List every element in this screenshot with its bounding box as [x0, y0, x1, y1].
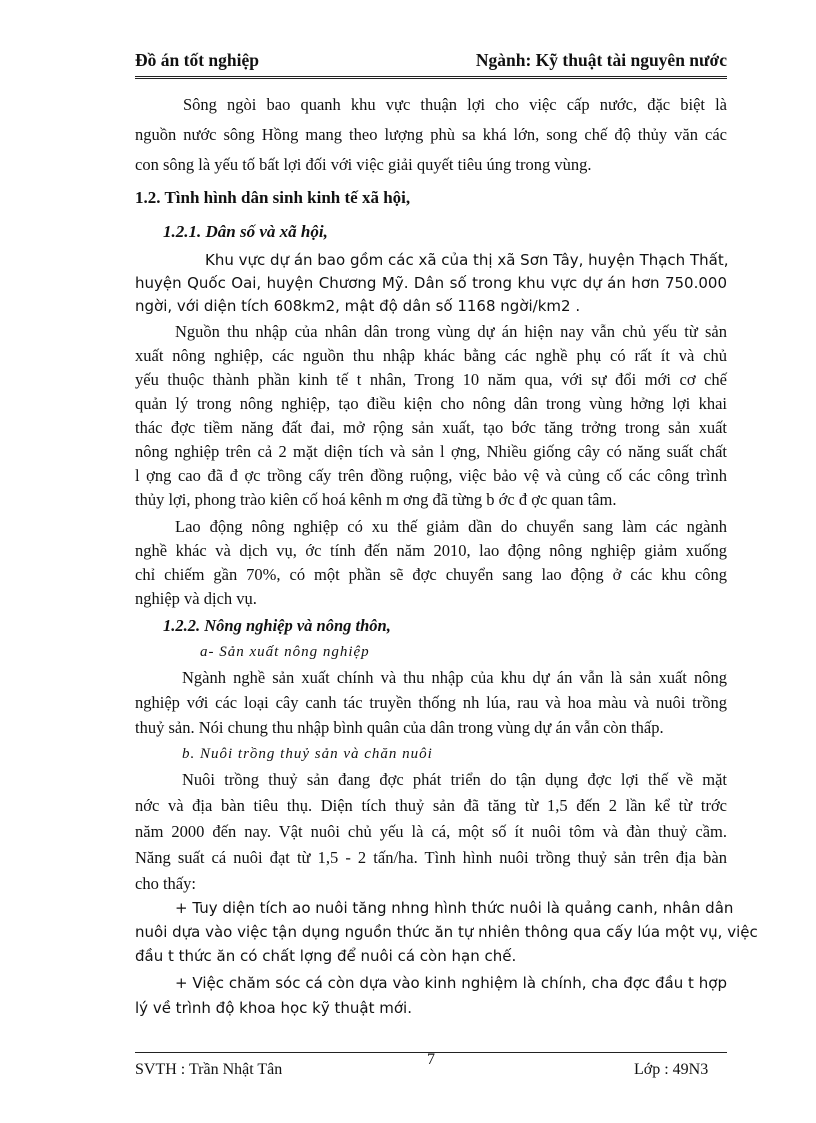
para3-line1: Nguồn thu nhập của nhân dân trong vùng dự án hiện nay vẫn chủ yếu từ sản: [175, 322, 727, 341]
para3-line4: quản lý trong nông nghiệp, tạo điều kiện cho nông dân trong vùng hởng lợi khai: [135, 394, 727, 413]
header-right: Ngành: Kỹ thuật tài nguyên nước: [475, 50, 727, 70]
para3-line6: nông nghiệp trên cả 2 mặt diện tích và sản l ợng, Nhiều giống cây có năng suất chất: [135, 442, 727, 461]
para6-line5: cho thấy:: [135, 874, 196, 893]
footer-left: SVTH : Trần Nhật Tân: [135, 1061, 283, 1078]
section-heading-1-2-2: 1.2.2. Nông nghiệp và nông thôn,: [163, 616, 391, 635]
para4-line3: chỉ chiếm gần 70%, có một phần sẽ đợc chuyển sang lao động ở các khu công: [135, 565, 727, 584]
para2-line2: huyện Quốc Oai, huyện Chương Mỹ. Dân số trong khu vực dự án hơn 750.000: [135, 274, 727, 292]
header-left: Đồ án tốt nghiệp: [135, 50, 259, 70]
para3-line7: l ợng cao đã đ ợc trồng cấy trên đồng ruộng, việc bảo vệ và củng cố các công trình: [135, 466, 727, 485]
section-heading-1-2-1: 1.2.1. Dân số và xã hội,: [163, 222, 328, 241]
para2-line3: ngời, với diện tích 608km2, mật độ dân số 1168 ngời/km2 .: [135, 297, 581, 315]
para8-line1: + Việc chăm sóc cá còn dựa vào kinh nghiệm là chính, cha đợc đầu t hợp: [175, 974, 727, 992]
section-heading-1-2: 1.2. Tình hình dân sinh kinh tế xã hội,: [135, 188, 411, 207]
para2-line1: Khu vực dự án bao gồm các xã của thị xã Sơn Tây, huyện Thạch Thất,: [205, 251, 729, 269]
para3-line2: xuất nông nghiệp, các nguồn thu nhập khác bằng các nghề phụ có rất ít và chủ: [135, 346, 727, 365]
para7-line2: nuôi dựa vào việc tận dụng nguồn thức ăn tự nhiên thông qua cấy lúa một vụ, việc: [135, 923, 758, 941]
para5-line2: nghiệp với các loại cây canh tác truyền thống nh lúa, rau và hoa màu và nuôi trồng: [135, 693, 727, 712]
subheading-a: a- Sản xuất nông nghiệp: [200, 644, 370, 660]
para8-line2: lý về trình độ khoa học kỹ thuật mới.: [135, 999, 412, 1017]
page-number: 7: [427, 1051, 435, 1068]
para1-line1: Sông ngòi bao quanh khu vực thuận lợi cho việc cấp nước, đặc biệt là: [183, 95, 727, 114]
para5-line3: thuỷ sản. Nói chung thu nhập bình quân của dân trong vùng dự án vẫn còn thấp.: [135, 718, 664, 737]
para4-line4: nghiệp và dịch vụ.: [135, 589, 257, 608]
para3-line3: yếu thuộc thành phần kinh tế t nhân, Trong 10 năm qua, với sự đổi mới cơ chế: [135, 370, 727, 389]
footer-right: Lớp : 49N3: [634, 1061, 709, 1078]
para3-line5: thác đợc tiềm năng đất đai, mở rộng sản xuất, tạo bớc tăng trởng trong sản xuất: [135, 418, 727, 437]
para6-line4: Năng suất cá nuôi đạt từ 1,5 - 2 tấn/ha. Tình hình nuôi trồng thuỷ sản trên địa bàn: [135, 848, 727, 867]
para1-line2: nguồn nước sông Hồng mang theo lượng phù sa khá lớn, song chế độ thủy văn các: [135, 125, 727, 144]
para6-line2: nớc và địa bàn tiêu thụ. Diện tích thuỷ sản đã tăng từ 1,5 đến 2 lần kể từ trớc: [135, 796, 727, 815]
para4-line2: nghề khác và dịch vụ, ớc tính đến năm 2010, lao động nông nghiệp giảm xuống: [135, 541, 727, 560]
page-header: [135, 50, 727, 79]
para1-line3: con sông là yếu tố bất lợi đối với việc giải quyết tiêu úng trong vùng.: [135, 155, 592, 174]
para6-line3: năm 2000 đến nay. Vật nuôi chủ yếu là cá, một số ít nuôi tôm và đàn thuỷ cầm.: [135, 822, 727, 841]
subheading-b: b. Nuôi trồng thuỷ sản và chăn nuôi: [182, 746, 433, 762]
para6-line1: Nuôi trồng thuỷ sản đang đợc phát triển do tận dụng đợc lợi thế về mặt: [182, 770, 727, 789]
para7-line1: + Tuy diện tích ao nuôi tăng nhng hình thức nuôi là quảng canh, nhân dân: [175, 899, 734, 917]
para4-line1: Lao động nông nghiệp có xu thế giảm dần do chuyển sang làm các ngành: [175, 517, 727, 536]
para7-line3: đầu t thức ăn có chất lợng để nuôi cá còn hạn chế.: [135, 947, 517, 965]
para5-line1: Ngành nghề sản xuất chính và thu nhập của khu dự án vẫn là sản xuất nông: [182, 668, 727, 687]
para3-line8: thủy lợi, phong trào kiên cố hoá kênh m ơng đã từng b ớc đ ợc quan tâm.: [135, 490, 617, 509]
